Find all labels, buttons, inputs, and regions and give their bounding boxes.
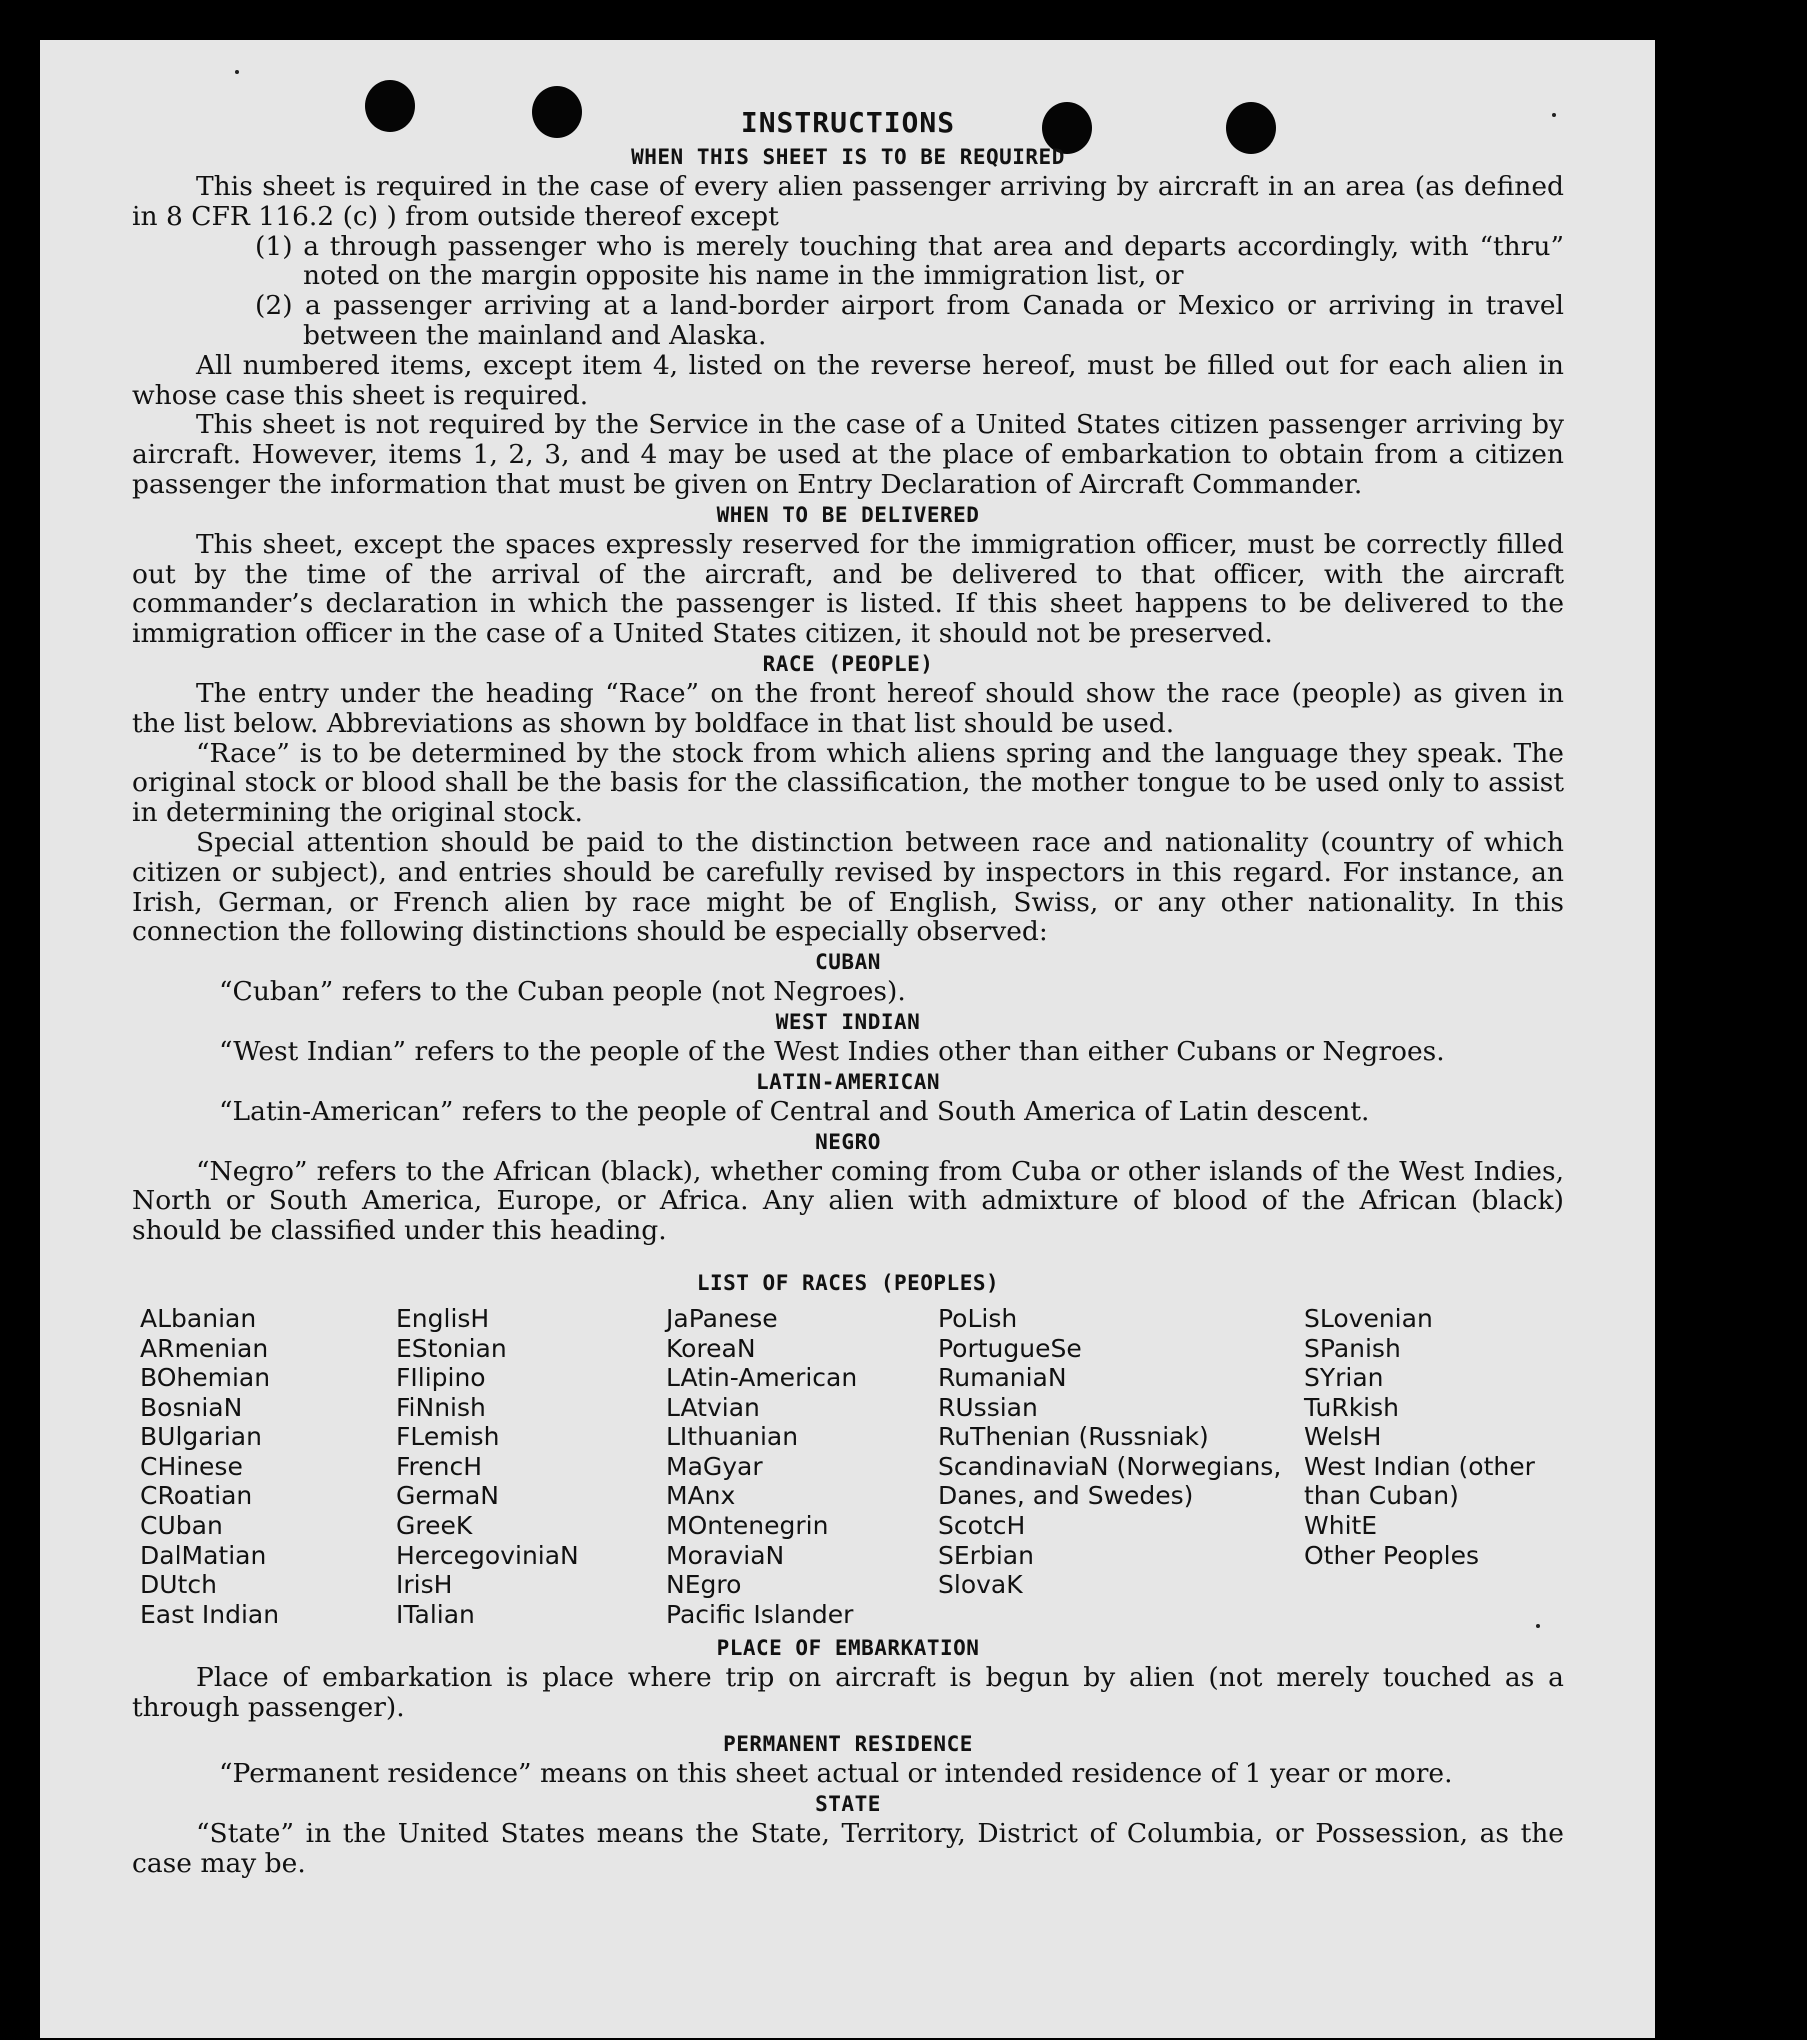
race-entry: FiNnish <box>396 1392 486 1422</box>
race-entry: EnglisH <box>396 1303 490 1333</box>
race-entry: ITalian <box>396 1599 475 1629</box>
speck <box>235 70 239 74</box>
definition-heading-negro: NEGRO <box>815 1129 881 1154</box>
race-entry: HercegoviniaN <box>396 1540 579 1570</box>
paragraph-when-required-intro: This sheet is required in the case of every alien passenger arriving by aircraft in an area (as defined in 8 CFR 116.2 (c) ) from outside thereof except <box>132 171 1564 232</box>
race-entry: WhitE <box>1304 1511 1378 1541</box>
race-entry: RuThenian (Russniak) <box>938 1422 1209 1452</box>
race-entry: CHinese <box>140 1451 243 1481</box>
race-entry: FLemish <box>396 1422 500 1452</box>
definition-heading-west-indian: WEST INDIAN <box>775 1009 921 1034</box>
race-entry: MOntenegrin <box>666 1511 829 1541</box>
race-entry: KoreaN <box>666 1333 756 1363</box>
race-entry: East Indian <box>140 1599 280 1629</box>
list-of-races-heading: LIST OF RACES (PEOPLES) <box>696 1270 1000 1295</box>
paragraph-permanent-residence: “Permanent residence” means on this sheet actual or intended residence of 1 year or more. <box>219 1758 1453 1790</box>
paragraph-race-3: Special attention should be paid to the distinction between race and nationality (country of which citizen or subject), and entries should be carefully revised by inspectors in this regard. For instance, an Irish, German, or French alien by race might be of English, Swiss, or any other nationality. In this connection the following distinctions should be especially observed: <box>132 826 1564 948</box>
race-entry: CRoatian <box>140 1481 253 1511</box>
definition-text-west-indian: “West Indian” refers to the people of the West Indies other than either Cubans or Negroes. <box>219 1035 1445 1067</box>
paragraph-when-delivered: This sheet, except the spaces expressly reserved for the immigration officer, must be correctly filled out by the time of the arrival of the aircraft, and be delivered to that officer, with the aircraft commander’s declaration in which the passenger is listed. If this sheet happens to be delivered to the immigration officer in the case of a United States citizen, it should not be preserved. <box>132 528 1564 650</box>
paragraph-state: “State” in the United States means the State, Territory, District of Columbia, or Possession, as the case may be. <box>132 1817 1564 1879</box>
race-entry: SLovenian <box>1304 1303 1433 1333</box>
race-entry: Pacific Islander <box>666 1599 854 1629</box>
section-heading-when-required: WHEN THIS SHEET IS TO BE REQUIRED <box>631 145 1065 169</box>
race-entry: SYrian <box>1304 1363 1384 1393</box>
section-heading-when-delivered: WHEN TO BE DELIVERED <box>716 502 980 527</box>
race-entry: MAnx <box>666 1481 736 1511</box>
race-entry: FIlipino <box>396 1363 486 1393</box>
race-entry: TuRkish <box>1304 1392 1399 1422</box>
document-page <box>40 40 1655 2038</box>
race-column <box>140 1304 396 1630</box>
section-heading-race: RACE (PEOPLE) <box>762 651 934 676</box>
race-entry: ScotcH <box>938 1511 1026 1541</box>
definition-text-latin-american: “Latin-American” refers to the people of Central and South America of Latin descent. <box>219 1095 1370 1127</box>
list-of-races <box>140 1304 1564 1630</box>
race-entry: SlovaK <box>938 1570 1023 1600</box>
definition-heading-cuban: CUBAN <box>815 950 881 975</box>
race-entry: GermaN <box>396 1481 499 1511</box>
race-entry: LAtvian <box>666 1392 760 1422</box>
race-entry: GreeK <box>396 1511 473 1541</box>
paragraph-place-of-embarkation: Place of embarkation is place where trip on aircraft is begun by alien (not merely touched as a through passenger). <box>132 1662 1564 1724</box>
paragraph-race-2: “Race” is to be determined by the stock from which aliens spring and the language they speak. The original stock or blood shall be the basis for the classification, the mother tongue to be used only to assist in determining the original stock. <box>132 737 1564 829</box>
race-entry: RUssian <box>938 1392 1038 1422</box>
race-entry: IrisH <box>396 1570 453 1600</box>
definition-heading-latin-american: LATIN-AMERICAN <box>755 1069 940 1094</box>
race-entry: EStonian <box>396 1333 507 1363</box>
definition-text-negro: “Negro” refers to the African (black), whether coming from Cuba or other islands of the West Indies, North or South America, Europe, or Africa. Any alien with admixture of blood of the African (black) should be classified under this heading. <box>132 1155 1564 1247</box>
race-entry: RumaniaN <box>938 1363 1067 1393</box>
race-entry: SErbian <box>938 1540 1034 1570</box>
race-entry: Other Peoples <box>1304 1540 1480 1570</box>
race-entry: DalMatian <box>140 1540 267 1570</box>
race-entry: BOhemian <box>140 1363 271 1393</box>
race-entry: PortugueSe <box>938 1333 1082 1363</box>
race-column <box>666 1304 938 1630</box>
page-title: INSTRUCTIONS <box>740 106 956 139</box>
section-heading-state: STATE <box>815 1791 881 1816</box>
race-entry: NEgro <box>666 1570 742 1600</box>
race-column <box>396 1304 666 1630</box>
section-heading-place-of-embarkation: PLACE OF EMBARKATION <box>716 1636 980 1661</box>
race-entry: JaPanese <box>666 1303 778 1333</box>
race-entry: CUban <box>140 1511 223 1541</box>
race-entry: MaGyar <box>666 1451 763 1481</box>
exception-item-1: (1) a through passenger who is merely touching that area and departs accordingly, with “thru” noted on the margin opposite his name in the immigration list, or <box>255 230 1564 292</box>
definition-text-cuban: “Cuban” refers to the Cuban people (not Negroes). <box>219 976 906 1008</box>
exception-item-2: (2) a passenger arriving at a land-border airport from Canada or Mexico or arriving in travel between the mainland and Alaska. <box>255 290 1564 351</box>
paragraph-citizen: This sheet is not required by the Service in the case of a United States citizen passenger arriving by aircraft. However, items 1, 2, 3, and 4 may be used at the place of embarkation to obtain from a citizen passenger the information that must be given on Entry Declaration of Aircraft Commander. <box>132 409 1564 500</box>
paragraph-race-1: The entry under the heading “Race” on the front hereof should show the race (people) as given in the list below. Abbreviations as shown by boldface in that list should be used. <box>132 677 1564 739</box>
race-entry: FrencH <box>396 1451 483 1481</box>
instructions-content <box>132 104 1564 1878</box>
race-entry: ARmenian <box>140 1333 269 1363</box>
race-entry: West Indian (other than Cuban) <box>1304 1451 1535 1511</box>
race-entry: BosniaN <box>140 1392 243 1422</box>
race-entry: ALbanian <box>140 1303 257 1333</box>
race-column <box>938 1304 1304 1630</box>
race-entry: SPanish <box>1304 1333 1401 1363</box>
race-entry: BUlgarian <box>140 1422 262 1452</box>
race-entry: LIthuanian <box>666 1422 799 1452</box>
section-heading-permanent-residence: PERMANENT RESIDENCE <box>723 1732 973 1757</box>
race-entry: DUtch <box>140 1570 217 1600</box>
race-entry: MoraviaN <box>666 1540 785 1570</box>
race-entry: LAtin-American <box>666 1363 858 1393</box>
race-entry: WelsH <box>1304 1422 1382 1452</box>
paragraph-numbered-items: All numbered items, except item 4, listed on the reverse hereof, must be filled out for each alien in whose case this sheet is required. <box>132 349 1564 411</box>
race-entry: ScandinaviaN (Norwegians, Danes, and Swedes) <box>938 1451 1282 1511</box>
race-entry: PoLish <box>938 1303 1018 1333</box>
race-column <box>1304 1304 1572 1630</box>
